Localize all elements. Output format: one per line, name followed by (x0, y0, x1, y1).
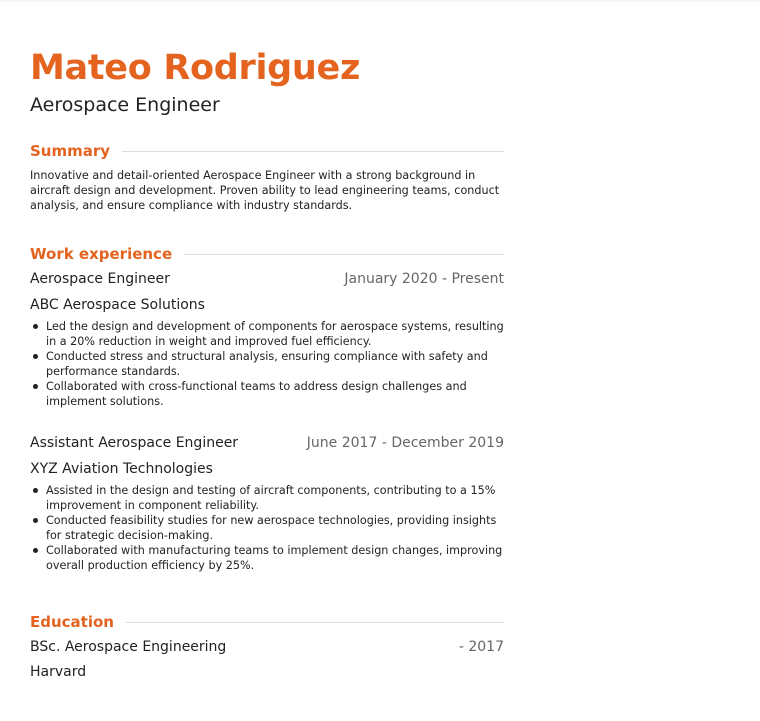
summary-section (30, 140, 504, 213)
work-header (30, 243, 504, 265)
job-entry (30, 435, 504, 573)
job-company: ABC Aerospace Solutions (30, 297, 205, 313)
summary-text: Innovative and detail-oriented Aerospace Engineer with a strong background in aircraft design and development. Proven ability to lead engineering teams, conduct analysis, and ensure compliance with industry standards. (30, 169, 500, 212)
top-border (0, 0, 760, 3)
resume-page (30, 46, 504, 683)
section-divider (122, 151, 504, 152)
bullet-icon (33, 354, 38, 359)
list-item (46, 483, 504, 513)
job-title: Assistant Aerospace Engineer (30, 435, 239, 451)
education-row (30, 639, 504, 661)
job-title: Aerospace Engineer (30, 271, 170, 287)
bullet-text: Assisted in the design and testing of aircraft components, contributing to a 15% improvement in component reliability. (46, 484, 496, 512)
list-item (46, 319, 504, 349)
job-bullets (30, 319, 504, 409)
job-dates: June 2017 - December 2019 (306, 435, 504, 451)
education-year: - 2017 (458, 639, 504, 655)
bullet-text: Led the design and development of components for aerospace systems, resulting in a 20% reduction in weight and improved fuel efficiency. (46, 320, 504, 348)
summary-title: Summary (30, 142, 111, 160)
bullet-icon (33, 384, 38, 389)
bullet-icon (33, 548, 38, 553)
job-entry (30, 271, 504, 409)
bullet-text: Collaborated with manufacturing teams to implement design changes, improving overall production efficiency by 25%. (46, 544, 503, 572)
education-title: Education (30, 613, 114, 631)
job-company: XYZ Aviation Technologies (30, 461, 213, 477)
list-item (46, 513, 504, 543)
section-divider (184, 254, 504, 255)
section-divider (126, 622, 504, 623)
summary-header (30, 140, 504, 162)
bullet-icon (33, 518, 38, 523)
bullet-text: Conducted stress and structural analysis, ensuring compliance with safety and performance standards. (46, 350, 488, 378)
candidate-name: Mateo Rodriguez (30, 48, 361, 88)
job-header (30, 271, 504, 293)
education-school: Harvard (30, 664, 87, 680)
education-degree: BSc. Aerospace Engineering (30, 639, 227, 655)
bullet-icon (33, 324, 38, 329)
work-section (30, 243, 504, 573)
bullet-icon (33, 488, 38, 493)
job-bullets (30, 483, 504, 573)
education-section (30, 611, 504, 683)
bullet-text: Collaborated with cross-functional teams to address design challenges and implement solutions. (46, 380, 467, 408)
job-dates: January 2020 - Present (344, 271, 504, 287)
candidate-role: Aerospace Engineer (30, 94, 220, 116)
education-header (30, 611, 504, 633)
work-title: Work experience (30, 245, 173, 263)
list-item (46, 543, 504, 573)
bullet-text: Conducted feasibility studies for new aerospace technologies, providing insights for strategic decision-making. (46, 514, 497, 542)
list-item (46, 349, 504, 379)
job-header (30, 435, 504, 457)
list-item (46, 379, 504, 409)
